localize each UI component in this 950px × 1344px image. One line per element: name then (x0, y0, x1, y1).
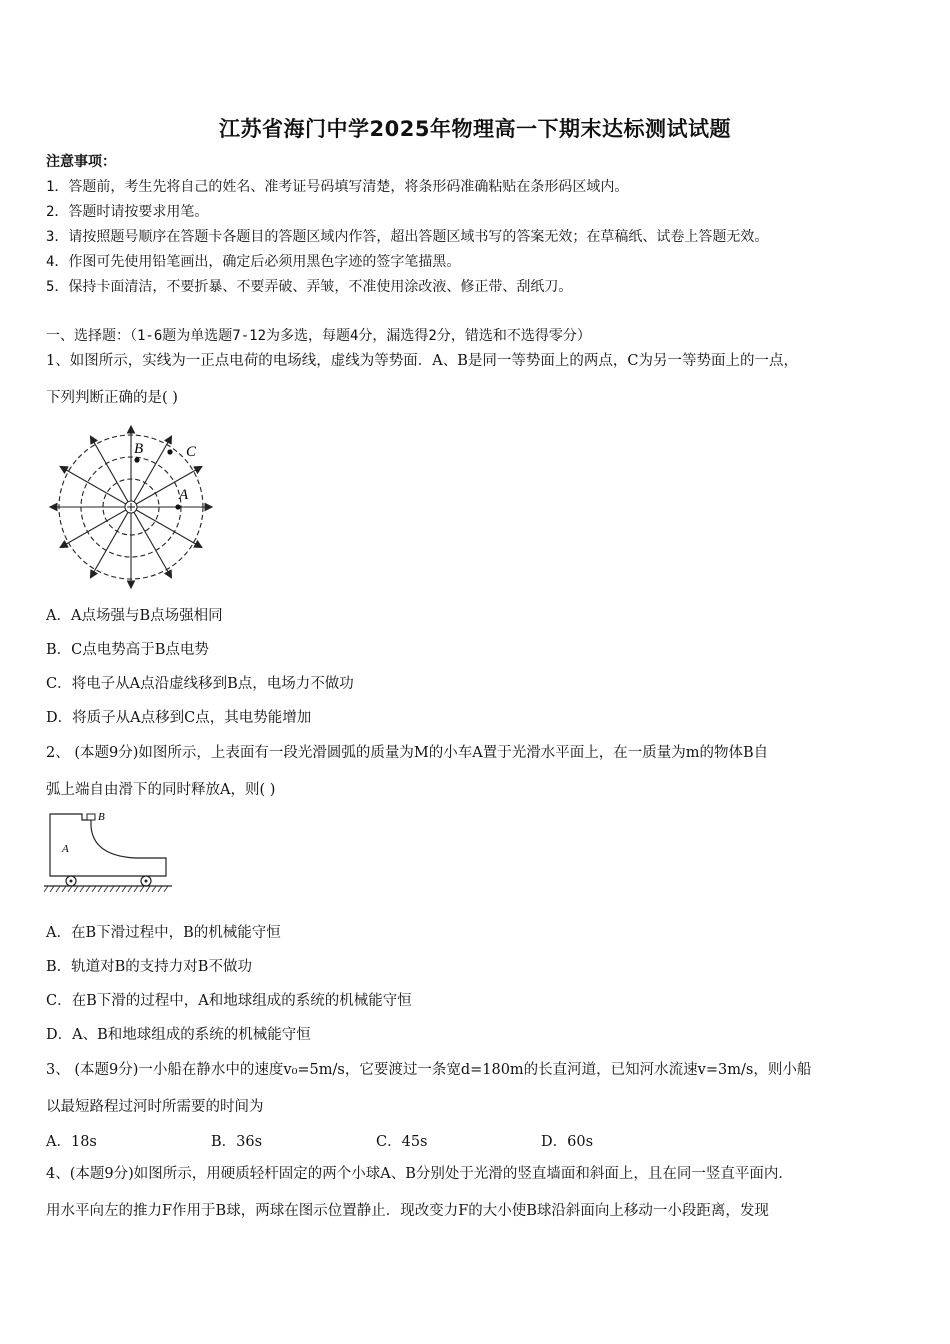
figure-label-c: C (186, 444, 197, 460)
page-title: 江苏省海门中学2025年物理高一下期末达标测试试题 (219, 117, 731, 141)
q1-option-b: B．C点电势高于B点电势 (46, 642, 209, 658)
notice-item: 2．答题时请按要求用笔。 (46, 204, 209, 220)
q3-choice-b: B．36s (211, 1134, 263, 1150)
figure-label-b: B (134, 441, 144, 457)
q1-option-a: A．A点场强与B点场强相同 (46, 608, 223, 624)
q1-option-d: D．将质子从A点移到C点，其电势能增加 (46, 710, 312, 726)
q1-option-c: C．将电子从A点沿虚线移到B点，电场力不做功 (46, 676, 354, 692)
question-4-text: 4、(本题9分)如图所示，用硬质轻杆固定的两个小球A、B分别处于光滑的竖直墙面和斜面上，且在同一竖直平面内． (46, 1166, 793, 1182)
q2-option-c: C．在B下滑的过程中，A和地球组成的系统的机械能守恒 (46, 993, 412, 1009)
question-1-text: 1、如图所示，实线为一正点电荷的电场线，虚线为等势面．A、B是同一等势面上的两点，C为另一等势面上的一点， (46, 353, 798, 369)
figure-label-a: A (179, 487, 189, 503)
q3-choice-d: D．60s (541, 1134, 594, 1150)
q2-option-d: D．A、B和地球组成的系统的机械能守恒 (46, 1027, 311, 1043)
question-1-text-cont: 下列判断正确的是( ) (46, 390, 178, 406)
question-2-text-cont: 弧上端自由滑下的同时释放A，则( ) (46, 782, 276, 798)
electric-field-figure (46, 420, 221, 595)
q2-option-a: A．在B下滑过程中，B的机械能守恒 (46, 925, 281, 941)
cart-label-a: A (62, 843, 69, 855)
cart-label-b: B (98, 811, 105, 823)
q3-choice-a: A．18s (46, 1134, 97, 1150)
question-4-text-cont: 用水平向左的推力F作用于B球，两球在图示位置静止．现改变力F的大小使B球沿斜面向上移动一小段距离，发现 (46, 1203, 769, 1219)
q3-choice-c: C．45s (376, 1134, 428, 1150)
notice-heading: 注意事项： (46, 154, 116, 170)
cart-figure (44, 808, 174, 894)
notice-item: 1．答题前，考生先将自己的姓名、准考证号码填写清楚，将条形码准确粘贴在条形码区域内。 (46, 179, 629, 195)
question-2-text: 2、 (本题9分)如图所示，上表面有一段光滑圆弧的质量为M的小车A置于光滑水平面上，在一质量为m的物体B自 (46, 745, 769, 761)
question-3-text: 3、 (本题9分)一小船在静水中的速度v₀=5m/s，它要渡过一条宽d=180m的长直河道，已知河水流速v=3m/s，则小船 (46, 1062, 812, 1078)
notice-item: 3．请按照题号顺序在答题卡各题目的答题区域内作答，超出答题区域书写的答案无效；在草稿纸、试卷上答题无效。 (46, 229, 769, 245)
notice-item: 5．保持卡面清洁，不要折暴、不要弄破、弄皱，不准使用涂改液、修正带、刮纸刀。 (46, 279, 573, 295)
question-3-text-cont: 以最短路程过河时所需要的时间为 (46, 1099, 264, 1115)
notice-item: 4．作图可先使用铅笔画出，确定后必须用黑色字迹的签字笔描黑。 (46, 254, 461, 270)
q2-option-b: B．轨道对B的支持力对B不做功 (46, 959, 252, 975)
section-heading: 一、选择题：（1-6题为单选题7-12为多选，每题4分，漏选得2分，错选和不选得零分） (46, 328, 591, 344)
